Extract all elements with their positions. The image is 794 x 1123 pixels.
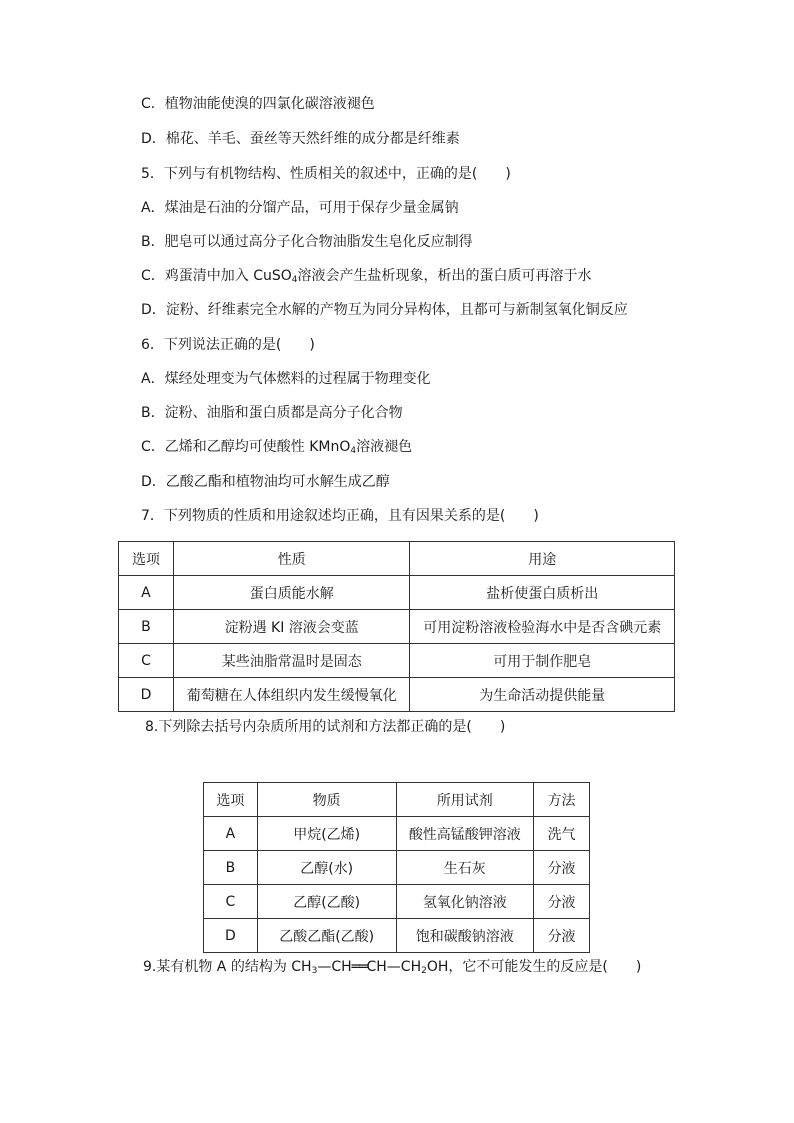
table-cell: 蛋白质能水解: [173, 576, 410, 610]
option-c-q6-pre: C．乙烯和乙醇均可使酸性 KMnO: [141, 439, 351, 455]
table-cell: 乙醇(水): [257, 851, 396, 885]
table-cell: C: [204, 885, 258, 919]
question-9-mid-2: CH—CH: [366, 959, 422, 975]
table-cell: 洗气: [534, 817, 590, 851]
table-q8-header-cell: 物质: [257, 783, 396, 817]
table-cell: A: [204, 817, 258, 851]
table-q7-header-cell: 性质: [173, 542, 410, 576]
option-a-q6: A．煤经处理变为气体燃料的过程属于物理变化: [141, 371, 431, 387]
table-cell: 为生命活动提供能量: [410, 678, 675, 712]
table-row: [204, 885, 590, 919]
table-cell: 乙酸乙酯(乙酸): [257, 919, 396, 953]
option-c-q6-sub: 4: [350, 446, 357, 456]
table-row: [204, 919, 590, 953]
table-cell: C: [119, 644, 174, 678]
table-q8-header-cell: 所用试剂: [396, 783, 534, 817]
table-row: [204, 817, 590, 851]
table-cell: 盐析使蛋白质析出: [410, 576, 675, 610]
table-cell: 分液: [534, 919, 590, 953]
option-b-q6: B．淀粉、油脂和蛋白质都是高分子化合物: [141, 405, 403, 421]
option-c-q5-sub: 4: [291, 275, 298, 285]
table-cell: 饱和碳酸钠溶液: [396, 919, 534, 953]
table-cell: 生石灰: [396, 851, 534, 885]
question-9-sub-2: 2: [421, 966, 427, 976]
table-cell: 可用于制作肥皂: [410, 644, 675, 678]
table-cell: 可用淀粉溶液检验海水中是否含碘元素: [410, 610, 675, 644]
question-9: [143, 958, 641, 976]
question-5: 5．下列与有机物结构、性质相关的叙述中，正确的是( ): [141, 166, 511, 182]
question-9-mid-1: —CH: [317, 959, 352, 975]
option-b-q5: B．肥皂可以通过高分子化合物油脂发生皂化反应制得: [141, 234, 473, 250]
option-d-q5: D．淀粉、纤维素完全水解的产物互为同分异构体，且都可与新制氢氧化铜反应: [141, 302, 628, 318]
table-row: [204, 851, 590, 885]
question-9-post: OH，它不可能发生的反应是( ): [426, 959, 642, 975]
table-cell: B: [119, 610, 174, 644]
option-a-q5: A．煤油是石油的分馏产品，可用于保存少量金属钠: [141, 200, 459, 216]
question-6: 6．下列说法正确的是( ): [141, 337, 315, 353]
double-bond: ══: [351, 959, 367, 975]
option-c-q5-pre: C．鸡蛋清中加入 CuSO: [141, 268, 292, 284]
table-cell: 葡萄糖在人体组织内发生缓慢氧化: [173, 678, 410, 712]
table-row: [119, 644, 675, 678]
table-cell: 淀粉遇 KI 溶液会变蓝: [173, 610, 410, 644]
table-q8: [203, 782, 590, 953]
table-cell: 氢氧化钠溶液: [396, 885, 534, 919]
option-c-q5: [141, 267, 592, 285]
option-c-q4: C．植物油能使溴的四氯化碳溶液褪色: [141, 96, 375, 112]
table-row: [119, 576, 675, 610]
option-c-q6: [141, 438, 412, 456]
table-q8-header-cell: 选项: [204, 783, 258, 817]
question-8: 8.下列除去括号内杂质所用的试剂和方法都正确的是( ): [145, 719, 506, 735]
table-cell: D: [119, 678, 174, 712]
question-9-sub-1: 3: [311, 966, 318, 976]
question-9-pre: 9.某有机物 A 的结构为 CH: [143, 959, 312, 975]
table-cell: B: [204, 851, 258, 885]
table-cell: 某些油脂常温时是固态: [173, 644, 410, 678]
table-q7-header: [119, 542, 675, 576]
table-cell: D: [204, 919, 258, 953]
option-c-q5-post: 溶液会产生盐析现象，析出的蛋白质可再溶于水: [297, 268, 592, 284]
table-cell: 乙醇(乙酸): [257, 885, 396, 919]
table-row: [119, 678, 675, 712]
table-q8-header: [204, 783, 590, 817]
option-d-q6: D．乙酸乙酯和植物油均可水解生成乙醇: [141, 474, 390, 490]
table-cell: A: [119, 576, 174, 610]
table-q7-header-cell: 选项: [119, 542, 174, 576]
table-cell: 酸性高锰酸钾溶液: [396, 817, 534, 851]
question-7: 7．下列物质的性质和用途叙述均正确，且有因果关系的是( ): [141, 508, 539, 524]
table-q7: [118, 541, 675, 712]
option-d-q4: D．棉花、羊毛、蚕丝等天然纤维的成分都是纤维素: [141, 131, 460, 147]
table-cell: 甲烷(乙烯): [257, 817, 396, 851]
option-c-q6-post: 溶液褪色: [356, 439, 413, 455]
table-cell: 分液: [534, 851, 590, 885]
table-q8-header-cell: 方法: [534, 783, 590, 817]
table-cell: 分液: [534, 885, 590, 919]
table-row: [119, 610, 675, 644]
table-q7-header-cell: 用途: [410, 542, 675, 576]
